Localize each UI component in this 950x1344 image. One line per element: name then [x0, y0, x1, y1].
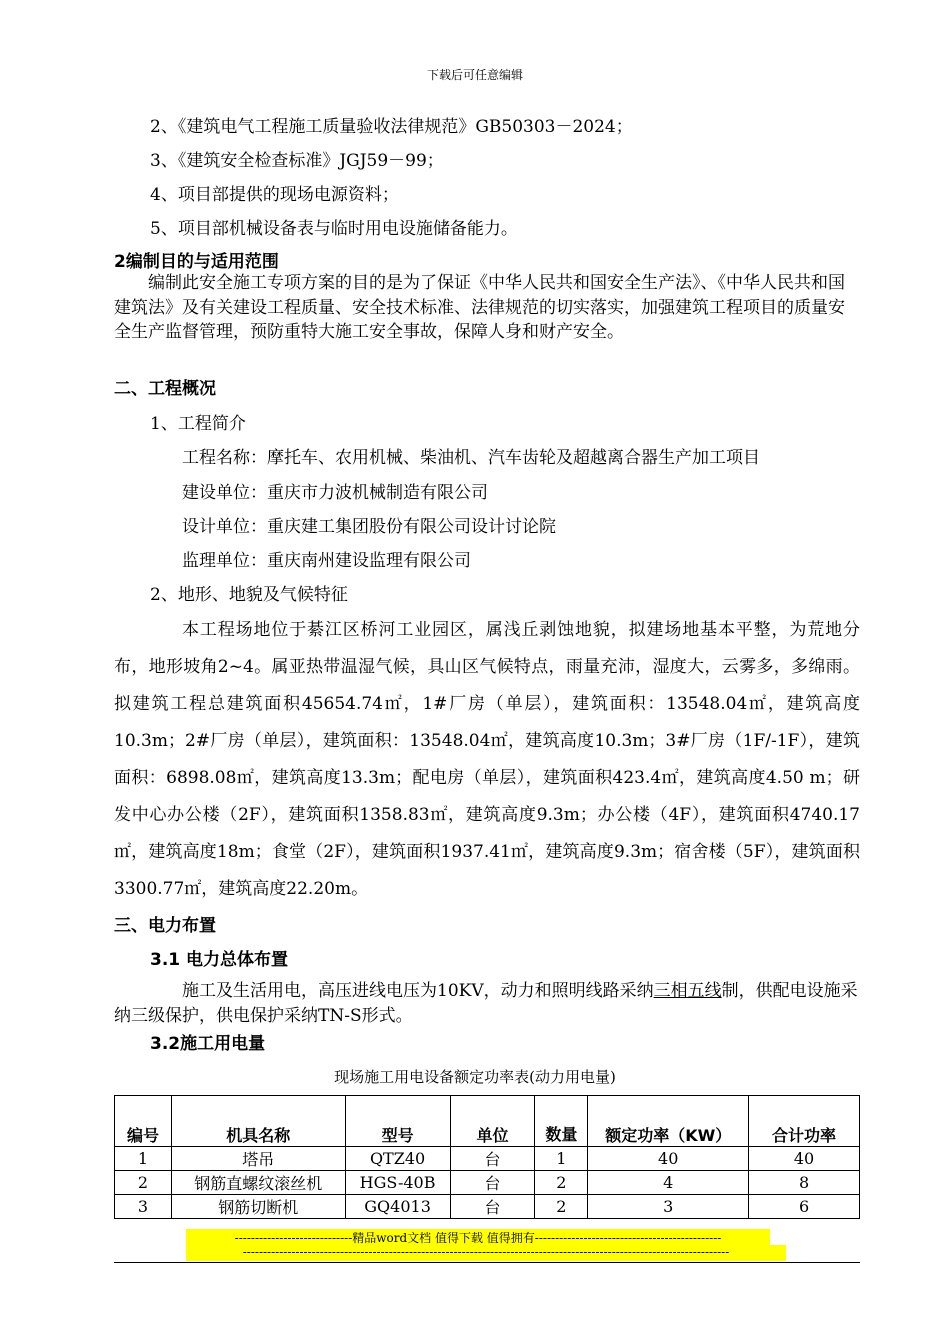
basis-item-2: 2、《建筑电气工程施工质量验收法律规范》GB50303－2024；: [150, 117, 633, 137]
basis-item-3: 3、《建筑安全检查标准》JGJ59－99；: [150, 151, 444, 171]
col-header-rated: 额定功率（KW）: [588, 1096, 749, 1147]
power-body: [114, 979, 860, 1028]
section-2-heading: 2编制目的与适用范围: [114, 252, 279, 272]
power-table: [114, 1095, 860, 1219]
cell-name: 塔吊: [171, 1147, 345, 1171]
col-header-total: 合计功率: [749, 1096, 860, 1147]
cell-unit: 台: [450, 1147, 535, 1171]
basis-item-5: 5、项目部机械设备表与临时用电设施储备能力。: [150, 219, 518, 239]
cell-model: HGS-40B: [345, 1171, 450, 1195]
col-header-qty: 数量: [535, 1096, 588, 1147]
col-header-no: 编号: [115, 1096, 172, 1147]
cell-no: 2: [115, 1171, 172, 1195]
three-phase-five-wire: 三相五线: [653, 981, 722, 1001]
col-header-model: 型号: [345, 1096, 450, 1147]
basis-item-4: 4、项目部提供的现场电源资料；: [150, 185, 399, 205]
cell-rated: 3: [588, 1195, 749, 1219]
cell-qty: 2: [535, 1195, 588, 1219]
cell-no: 3: [115, 1195, 172, 1219]
construction-unit: 建设单位：重庆市力波机械制造有限公司: [182, 483, 488, 503]
table-header-row: [115, 1096, 860, 1147]
cell-name: 钢筋直螺纹滚丝机: [171, 1171, 345, 1195]
cell-total: 40: [749, 1147, 860, 1171]
cell-no: 1: [115, 1147, 172, 1171]
col-header-unit: 单位: [450, 1096, 535, 1147]
table-row: [115, 1147, 860, 1171]
power-sub-3-1: 3.1 电力总体布置: [150, 950, 289, 970]
power-body-post: 制，供配电设施采纳三级保护，供电保护采纳TN-S形式。: [114, 981, 858, 1026]
footer-banner-2: ------------------------------------------------------------------------------------------------------------------------: [186, 1245, 786, 1261]
footer-banner-1: -----------------------------精品word文档 值得下载 值得拥有----------------------------------------------: [186, 1229, 770, 1245]
footer-rule: [114, 1262, 860, 1263]
cell-model: GQ4013: [345, 1195, 450, 1219]
cell-name: 钢筋切断机: [171, 1195, 345, 1219]
table-caption: 现场施工用电设备额定功率表(动力用电量): [334, 1068, 616, 1086]
cell-unit: 台: [450, 1171, 535, 1195]
section-2-body: 编制此安全施工专项方案的目的是为了保证《中华人民共和国安全生产法》、《中华人民共和国建筑法》及有关建设工程质量、安全技术标准、法律规范的切实落实，加强建筑工程项目的质量安全生产监督管理，预防重特大施工安全事故，保障人身和财产安全。: [114, 273, 845, 342]
page-header: 下载后可任意编辑: [426, 68, 523, 82]
overview-heading: 二、工程概况: [114, 379, 216, 399]
cell-unit: 台: [450, 1195, 535, 1219]
cell-model: QTZ40: [345, 1147, 450, 1171]
cell-qty: 2: [535, 1171, 588, 1195]
table-row: [115, 1171, 860, 1195]
cell-rated: 40: [588, 1147, 749, 1171]
cell-rated: 4: [588, 1171, 749, 1195]
overview-sub-1: 1、工程简介: [150, 414, 246, 434]
cell-total: 6: [749, 1195, 860, 1219]
power-heading: 三、电力布置: [114, 916, 216, 936]
overview-sub-2: 2、地形、地貌及气候特征: [150, 585, 348, 605]
table-row: [115, 1195, 860, 1219]
power-sub-3-2: 3.2施工用电量: [150, 1034, 266, 1054]
power-body-pre: 施工及生活用电，高压进线电压为10KV，动力和照明线路采纳: [182, 981, 654, 1001]
project-name: 工程名称：摩托车、农用机械、柴油机、汽车齿轮及超越离合器生产加工项目: [182, 448, 760, 468]
cell-qty: 1: [535, 1147, 588, 1171]
col-header-name: 机具名称: [171, 1096, 345, 1147]
cell-total: 8: [749, 1171, 860, 1195]
design-unit: 设计单位：重庆建工集团股份有限公司设计讨论院: [182, 517, 556, 537]
supervision-unit: 监理单位：重庆南州建设监理有限公司: [182, 551, 471, 571]
terrain-body: 本工程场地位于綦江区桥河工业园区，属浅丘剥蚀地貌，拟建场地基本平整，为荒地分布，地形坡角2~4。属亚热带温湿气候，具山区气候特点，雨量充沛，湿度大，云雾多，多绵雨。拟建筑工程总建筑面积45654.74㎡，1#厂房（单层），建筑面积：13548.04㎡，建筑高度10.3m；2#厂房（单层），建筑面积：13548.04㎡，建筑高度10.3m；3#厂房（1F/-1F），建筑面积：6898.08㎡，建筑高度13.3m；配电房（单层），建筑面积423.4㎡，建筑高度4.50 m；研发中心办公楼（2F），建筑面积1358.83㎡，建筑高度9.3m；办公楼（4F），建筑面积4740.17㎡，建筑高度18m；食堂（2F），建筑面积1937.41㎡，建筑高度9.3m；宿舍楼（5F），建筑面积3300.77㎡，建筑高度22.20m。: [114, 620, 860, 899]
